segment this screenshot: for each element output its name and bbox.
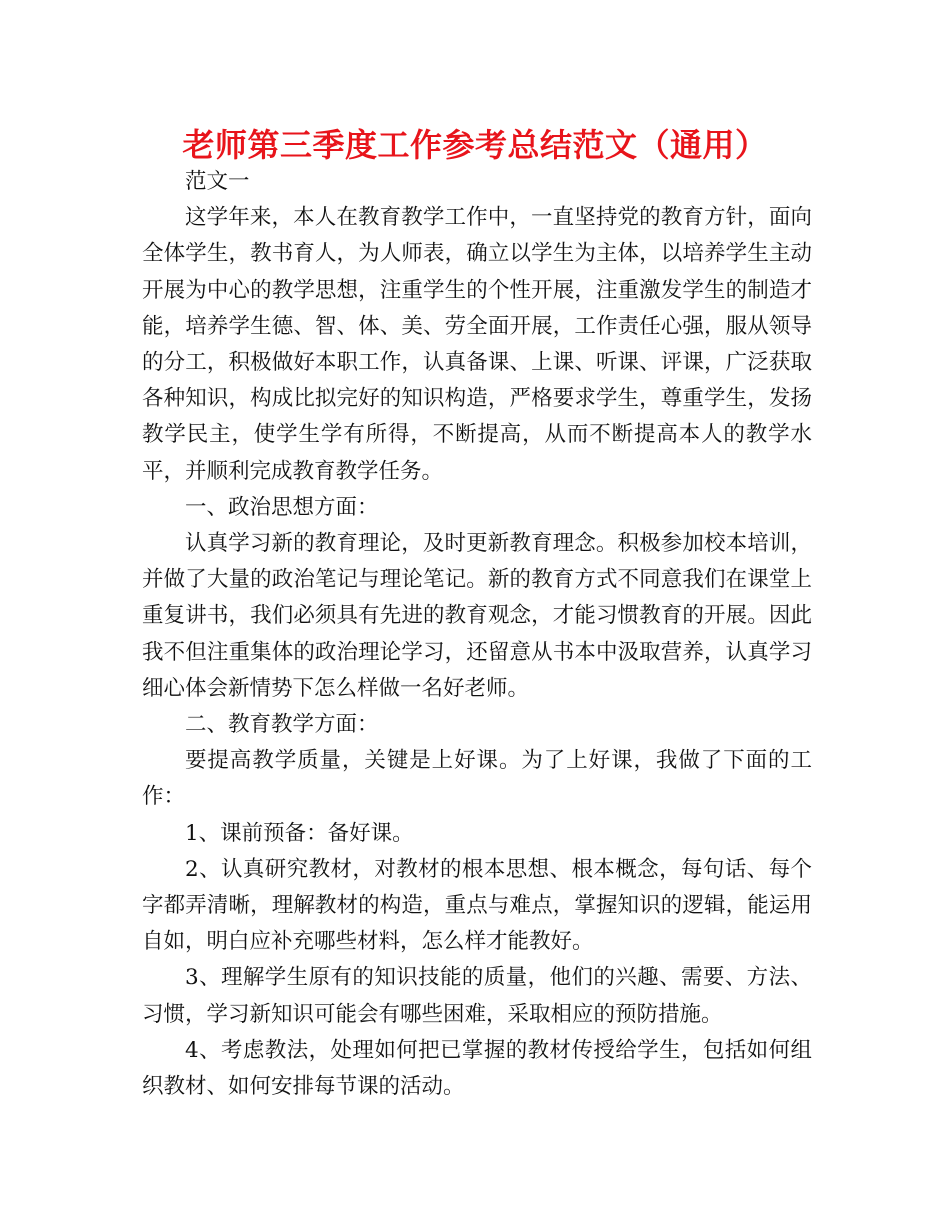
section-heading-teaching: 二、教育教学方面： — [185, 712, 379, 738]
document-body — [142, 164, 812, 1105]
paragraph-political: 认真学习新的教育理论，及时更新教育理念。积极参加校本培训，并做了大量的政治笔记与理论笔记。新的教育方式不同意我们在课堂上重复讲书，我们必须具有先进的教育观念，才能习惯教育的开展。因此我不但注重集体的政治理论学习，还留意从书本中汲取营养，认真学习细心体会新情势下怎么样做一名好老师。 — [142, 531, 812, 701]
list-item-4: 4、考虑教法，处理如何把已掌握的教材传授给学生，包括如何组织教材、如何安排每节课的活动。 — [142, 1037, 812, 1100]
document-title: 老师第三季度工作参考总结范文（通用） — [182, 126, 768, 164]
list-item-2: 2、认真研究教材，对教材的根本思想、根本概念，每句话、每个字都弄清晰，理解教材的构造，重点与难点，掌握知识的逻辑，能运用自如，明白应补充哪些材料，怎么样才能教好。 — [142, 856, 812, 955]
paragraph-label-sample-one: 范文一 — [185, 169, 250, 194]
list-item-3: 3、理解学生原有的知识技能的质量，他们的兴趣、需要、方法、习惯，学习新知识可能会有哪些困难，采取相应的预防措施。 — [142, 965, 812, 1027]
section-heading-political: 一、政治思想方面： — [185, 494, 379, 520]
paragraph-teaching-intro: 要提高教学质量，关键是上好课。为了上好课，我做了下面的工作： — [142, 748, 812, 810]
paragraph-intro: 这学年来，本人在教育教学工作中，一直坚持党的教育方针，面向全体学生，教书育人，为人师表，确立以学生为主体，以培养学生主动开展为中心的教学思想，注重学生的个性开展，注重激发学生的制造才能，培养学生德、智、体、美、劳全面开展，工作责任心强，服从领导的分工，积极做好本职工作，认真备课、上课、听课、评课，广泛获取各种知识，构成比拟完好的知识构造，严格要求学生，尊重学生，发扬教学民主，使学生学有所得，不断提高，从而不断提高本人的教学水平，并顺利完成教育教学任务。 — [142, 205, 812, 484]
list-item-1: 1、课前预备：备好课。 — [185, 820, 414, 846]
